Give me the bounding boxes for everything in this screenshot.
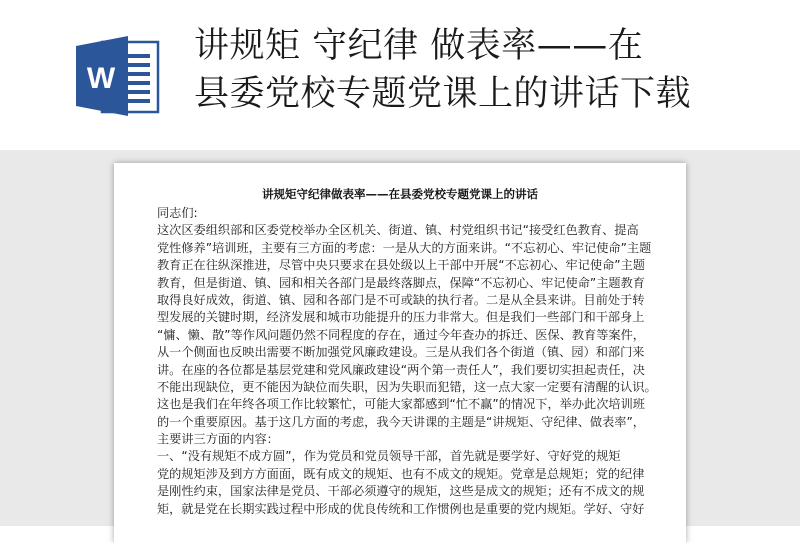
page-title-line-2: 县委党校专题党课上的讲话下载 <box>194 74 692 114</box>
document-line: 取得良好成效，街道、镇、园和各部门是不可或缺的执行者。二是从全县来讲。目前处于转 <box>157 292 645 307</box>
document-line: 党性修养”培训班，主要有三方面的考虑：一是从大的方面来讲。“不忘初心、牢记使命”主题 <box>157 240 652 255</box>
page-title <box>194 22 784 118</box>
header-banner <box>0 0 800 150</box>
document-line: 讲。在座的各位都是基层党建和党风廉政建设“两个第一责任人”，我们要切实担起责任，决 <box>157 362 645 377</box>
document-line: 一、“没有规矩不成方圆”，作为党员和党员领导干部，首先就是要学好、守好党的规矩 <box>157 449 621 464</box>
document-line: 的一个重要原因。基于这几方面的考虑，我今天讲课的主题是“讲规矩、守纪律、做表率”， <box>157 414 645 429</box>
document-line: 主要讲三方面的内容： <box>157 432 279 447</box>
document-line: 不能出现缺位，更不能因为缺位而失职，因为失职而犯错，这一点大家一定要有清醒的认识。 <box>157 379 657 394</box>
page-title-line-1: 讲规矩 守纪律 做表率——在 <box>194 26 644 66</box>
document-line: “慵、懒、散”等作风问题仍然不同程度的存在，通过今年查办的拆迁、医保、教育等案件， <box>157 327 645 342</box>
document-page <box>114 163 686 543</box>
document-body <box>157 205 657 518</box>
document-line: 教育，但是街道、镇、园和相关各部门是最终落脚点，保障“不忘初心、牢记使命”主题教育 <box>157 275 645 290</box>
word-document-icon <box>76 34 162 118</box>
document-line: 这次区委组织部和区委党校举办全区机关、街道、镇、村党组织书记“接受红色教育、提高 <box>157 223 639 238</box>
document-title: 讲规矩守纪律做表率——在县委党校专题党课上的讲话 <box>262 187 538 201</box>
document-line: 从一个侧面也反映出需要不断加强党风廉政建设。三是从我们各个街道（镇、园）和部门来 <box>157 345 645 360</box>
document-line: 矩，就是党在长期实践过程中形成的优良传统和工作惯例也是重要的党内规矩。学好、守好 <box>157 501 645 516</box>
logo-letter: W <box>86 62 116 95</box>
document-line: 教育正在往纵深推进，尽管中央只要求在县处级以上干部中开展“不忘初心、牢记使命”主题 <box>157 258 645 273</box>
document-line: 同志们: <box>157 206 198 220</box>
document-line: 党的规矩涉及到方方面面，既有成文的规矩、也有不成文的规矩。党章是总规矩；党的纪律 <box>157 466 645 481</box>
document-line: 是刚性约束，国家法律是党员、干部必须遵守的规矩，这些是成文的规矩；还有不成文的规 <box>157 484 645 499</box>
document-line: 这也是我们在年终各项工作比较繁忙，可能大家都感到“忙不赢”的情况下，举办此次培训班 <box>157 397 645 412</box>
document-line: 型发展的关键时期，经济发展和城市功能提升的压力非常大。但是我们一些部门和干部身上 <box>157 310 645 325</box>
